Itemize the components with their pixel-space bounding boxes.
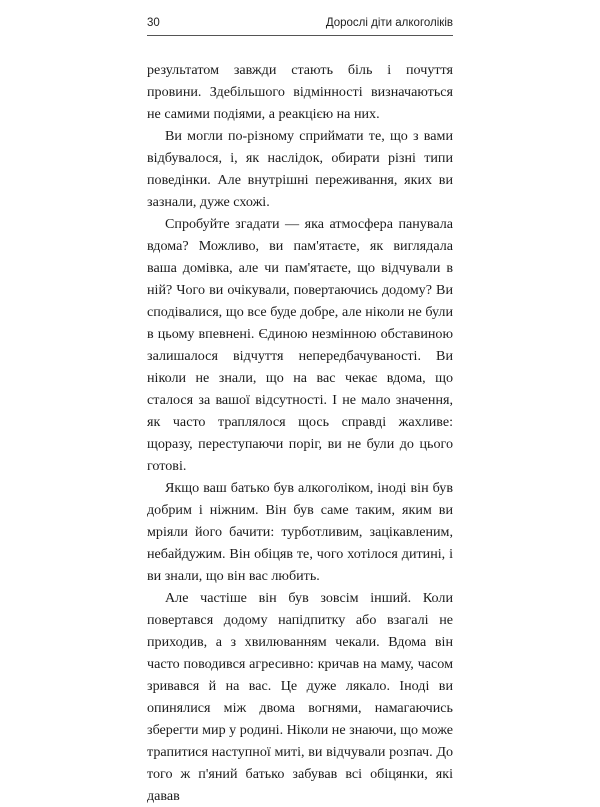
header-divider [147,35,453,36]
body-text [147,59,453,807]
book-title: Дорослі діти алкоголіків [325,17,453,29]
running-header [147,17,453,35]
page-number: 30 [147,17,160,29]
paragraph: результатом завжди стають біль і почуття провини. Здебільшого відмінності визначаються не самими подіями, а реакцією на них. [147,62,453,122]
paragraph: Ви могли по-різному сприймати те, що з вами відбувалося, і, як наслідок, обирати різні типи поведінки. Але внутрішні переживання, яких ви зазнали, дуже схожі. [147,128,453,210]
paragraph: Але частіше він був зовсім інший. Коли повертався додому напідпитку або взагалі не приходив, а з хвилюванням чекали. Вдома він часто поводився агресивно: кричав на маму, часом зривався й на вас. Це дуже лякало. Іноді ви опинялися між двома вогнями, намагаючись зберегти мир у родині. Ніколи не знаючи, що може трапитися наступної миті, ви відчували розпач. До того ж п'яний батько забував всі обіцянки, які давав [147,590,454,804]
paragraph: Спробуйте згадати — яка атмосфера панувала вдома? Можливо, ви пам'ятаєте, як виглядала ваша домівка, але чи пам'ятаєте, що відчували в ній? Чого ви очікували, повертаючись додому? Ви сподівалися, що все буде добре, але ніколи не були в цьому впевнені. Єдиною незмінною обставиною залишалося відчуття непередбачуваності. Ви ніколи не знали, що на вас чекає вдома, що сталося за вашої відсутності. І не мало значення, як часто траплялося щось справді жахливе: щоразу, переступаючи поріг, ви не були до цього готові. [147,216,453,474]
paragraph: Якщо ваш батько був алкоголіком, іноді він був добрим і ніжним. Він був саме таким, яким ви мріяли його бачити: турботливим, зацікавленим, небайдужим. Він обіцяв те, чого хотілося дитині, і ви знали, що він вас любить. [147,480,453,584]
